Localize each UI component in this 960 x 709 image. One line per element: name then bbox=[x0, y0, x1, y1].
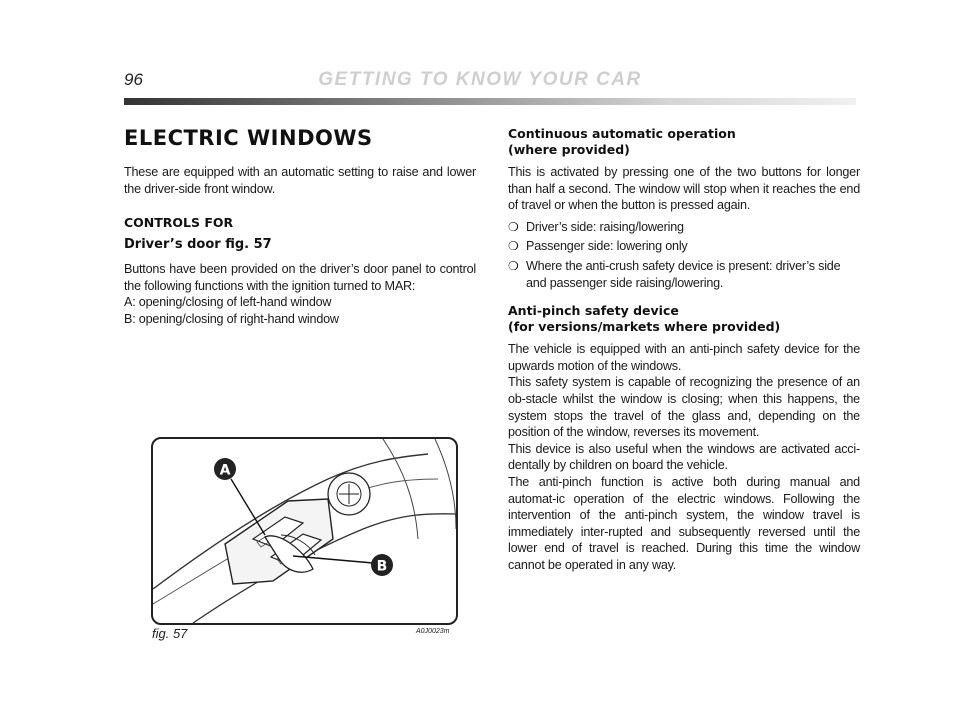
mirror-control-knob bbox=[328, 473, 370, 515]
left-column bbox=[124, 126, 476, 328]
bullet-icon: ❍ bbox=[508, 258, 519, 273]
operation-bullet-list bbox=[508, 219, 860, 291]
antipinch-heading-line2: (for versions/markets where provided) bbox=[508, 319, 781, 335]
button-b-text: B: opening/closing of right-hand window bbox=[124, 311, 339, 326]
button-a-text: A: opening/closing of left-hand window bbox=[124, 295, 332, 310]
antipinch-paragraph-3: This device is also useful when the windows are activated acci-dentally by children on board the vehicle. bbox=[508, 441, 860, 473]
controls-heading: CONTROLS FOR bbox=[124, 215, 234, 231]
section-title: ELECTRIC WINDOWS bbox=[124, 126, 373, 150]
door-panel-illustration bbox=[153, 439, 456, 623]
page-number: 96 bbox=[124, 70, 143, 89]
antipinch-heading-line1: Anti-pinch safety device bbox=[508, 303, 679, 319]
antipinch-paragraph-2: This safety system is capable of recognizing the presence of an ob-stacle whilst the window is closing; when this happens, the system stops the travel of the glass and, depending on the position of the window, reverses its movement. bbox=[508, 375, 860, 440]
callout-a-label: A bbox=[219, 462, 231, 479]
intro-paragraph: These are equipped with an automatic setting to raise and lower the driver-side front window. bbox=[124, 165, 476, 196]
right-column bbox=[508, 126, 860, 573]
continuous-heading-line1: Continuous automatic operation bbox=[508, 126, 736, 141]
figure-caption: fig. 57 bbox=[152, 626, 188, 641]
continuous-text: This is activated by pressing one of the two buttons for longer than half a second. The window will stop when it reaches the end of travel or when the button is pressed again. bbox=[508, 165, 860, 213]
antipinch-paragraph-4: The anti-pinch function is active both during manual and automat-ic operation of the electric windows. Following the intervention of the anti-pinch system, the window travel is immediately inter-rupted and subsequently reversed until the lower end of travel is reached. During this time the window cannot be operated in any way. bbox=[508, 474, 860, 572]
list-item: ❍ Passenger side: lowering only bbox=[508, 239, 688, 254]
continuous-heading-line2: (where provided) bbox=[508, 142, 630, 157]
header-rule bbox=[124, 98, 856, 105]
door-panel-figure bbox=[151, 437, 458, 625]
bullet-icon: ❍ bbox=[508, 219, 519, 234]
list-item: ❍ Driver’s side: raising/lowering bbox=[508, 219, 684, 234]
figure-code: A0J0023m bbox=[416, 628, 450, 635]
bullet-icon: ❍ bbox=[508, 239, 519, 254]
list-item: ❍ Where the anti-crush safety device is present: driver’s side and passenger side raising/lowering. bbox=[508, 258, 841, 290]
drivers-door-heading: Driver’s door fig. 57 bbox=[124, 237, 272, 253]
antipinch-paragraph-1: The vehicle is equipped with an anti-pinch safety device for the upwards motion of the windows. bbox=[508, 342, 860, 373]
callout-b-label: B bbox=[376, 558, 388, 575]
running-title: GETTING TO KNOW YOUR CAR bbox=[318, 69, 642, 90]
drivers-door-text: Buttons have been provided on the driver’s door panel to control the following functions with the ignition turned to MAR: bbox=[124, 262, 476, 293]
